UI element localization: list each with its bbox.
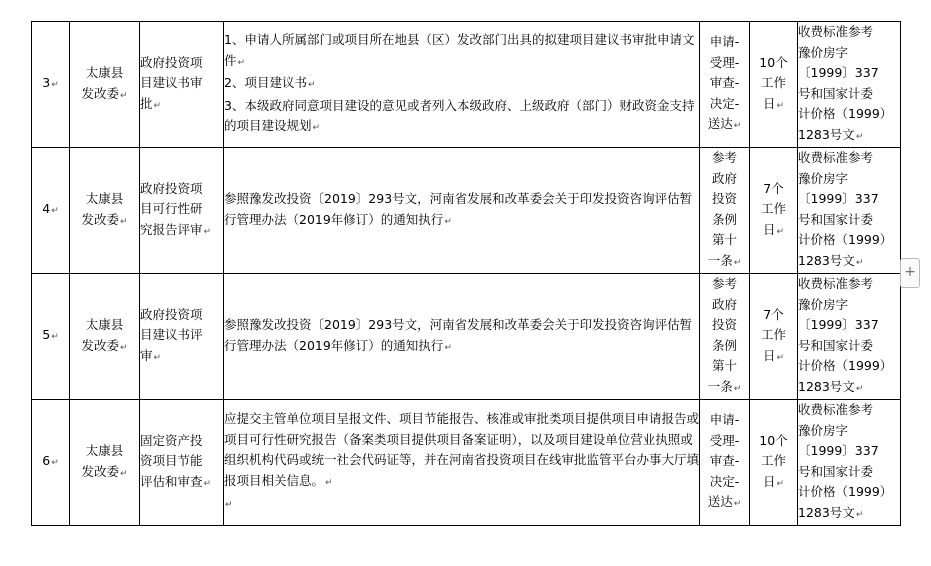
fee-standard-text: 1283号文 <box>798 504 855 520</box>
procedure-text: 第十 <box>711 232 737 247</box>
procedure-text: 决定- <box>709 95 740 111</box>
service-items-table <box>31 21 901 526</box>
fee-standard-text: 〔1999〕337 <box>798 443 879 458</box>
procedure-text: 受理- <box>709 432 740 448</box>
fee-standard-cell <box>798 148 901 274</box>
procedure-text: 投资 <box>711 191 737 206</box>
procedure-line <box>700 148 749 169</box>
department-line <box>70 63 139 84</box>
time-limit-cell <box>750 22 798 148</box>
fee-standard-line <box>798 315 900 336</box>
procedure-line <box>700 210 749 231</box>
time-limit-line <box>750 472 797 495</box>
requirement-text: 参照豫发改投资〔2019〕293号文，河南省发展和改革委会关于印发投资咨询评估暂行管理办法（2019年修订）的通知执行 <box>224 317 693 353</box>
fee-standard-line <box>798 482 900 503</box>
time-limit-text: 日 <box>762 221 776 237</box>
fee-standard-text: 号和国家计委 <box>798 85 874 101</box>
procedure-text: 政府 <box>711 170 737 186</box>
paragraph-mark: ↵ <box>855 131 864 142</box>
item-name-line <box>140 73 223 94</box>
fee-standard-text: 豫价房字 <box>798 170 849 186</box>
row-index-cell <box>32 274 70 400</box>
requirements-cell <box>224 148 700 274</box>
procedure-line <box>700 472 749 493</box>
paragraph-mark: ↵ <box>119 468 128 479</box>
fee-standard-text: 收费标准参考 <box>798 402 874 417</box>
time-limit-line <box>750 53 797 74</box>
fee-standard-text: 〔1999〕337 <box>798 317 879 332</box>
department-line <box>70 441 139 462</box>
fee-standard-cell <box>798 274 901 400</box>
procedure-cell <box>700 148 750 274</box>
fee-standard-text: 计价格（1999） <box>798 358 893 373</box>
fee-standard-line <box>798 189 900 210</box>
paragraph-mark: ↵ <box>776 478 785 489</box>
item-name-line <box>140 325 223 346</box>
procedure-text: 一条 <box>707 378 733 394</box>
procedure-line <box>700 410 749 431</box>
department-cell <box>70 22 140 148</box>
department-cell <box>70 400 140 526</box>
procedure-line <box>700 451 749 472</box>
paragraph-mark: ↵ <box>312 123 321 134</box>
department-cell <box>70 148 140 274</box>
procedure-text: 参考 <box>711 276 737 291</box>
time-limit-text: 工作 <box>760 327 786 343</box>
paragraph-mark: ↵ <box>203 478 212 489</box>
item-name-text: 政府投资项 <box>140 306 203 322</box>
fee-standard-line <box>798 104 900 125</box>
paragraph-mark: ↵ <box>733 257 742 268</box>
department-text: 太康县 <box>85 191 124 206</box>
procedure-line <box>700 431 749 452</box>
paragraph-mark: ↵ <box>119 90 128 101</box>
item-name-line <box>140 305 223 326</box>
fee-standard-cell <box>798 22 901 148</box>
row-index-cell <box>32 22 70 148</box>
item-name-cell <box>140 22 224 148</box>
time-limit-text: 10个 <box>759 432 788 448</box>
procedure-text: 送达 <box>707 494 733 510</box>
department-text: 太康县 <box>85 317 124 332</box>
fee-standard-line <box>798 210 900 231</box>
procedure-line <box>700 336 749 357</box>
procedure-text: 审查- <box>709 75 740 91</box>
fee-standard-line <box>798 84 900 105</box>
fee-standard-text: 号和国家计委 <box>798 337 874 353</box>
fee-standard-line <box>798 251 900 274</box>
time-limit-cell <box>750 148 798 274</box>
fee-standard-text: 豫价房字 <box>798 422 849 438</box>
procedure-line <box>700 230 749 251</box>
procedure-line <box>700 189 749 210</box>
procedure-line <box>700 169 749 190</box>
department-line <box>70 462 139 485</box>
fee-standard-text: 1283号文 <box>798 378 855 394</box>
time-limit-text: 10个 <box>759 54 788 70</box>
time-limit-line <box>750 220 797 243</box>
requirement-paragraph <box>224 409 699 493</box>
time-limit-line <box>750 179 797 200</box>
time-limit-text: 日 <box>762 473 776 489</box>
fee-standard-line <box>798 43 900 64</box>
procedure-text: 申请- <box>709 34 740 50</box>
department-text: 发改委 <box>81 85 119 101</box>
procedure-line <box>700 492 749 515</box>
paragraph-mark: ↵ <box>51 206 59 217</box>
time-limit-text: 日 <box>762 347 776 363</box>
item-name-text: 评估和审查 <box>140 473 203 489</box>
procedure-line <box>700 73 749 94</box>
fee-standard-line <box>798 400 900 421</box>
add-row-button[interactable]: + <box>900 258 920 288</box>
requirement-paragraph <box>224 30 699 73</box>
department-text: 太康县 <box>85 443 124 458</box>
department-text: 发改委 <box>81 337 119 353</box>
department-line <box>70 315 139 336</box>
table-row <box>32 148 901 274</box>
procedure-text: 参考 <box>711 150 737 165</box>
row-index-cell <box>32 400 70 526</box>
fee-standard-text: 计价格（1999） <box>798 484 893 499</box>
item-name-cell <box>140 148 224 274</box>
fee-standard-text: 收费标准参考 <box>798 24 874 39</box>
paragraph-mark: ↵ <box>855 509 864 520</box>
requirement-paragraph <box>224 189 699 232</box>
procedure-line <box>700 356 749 377</box>
requirement-paragraph <box>224 96 699 139</box>
fee-standard-text: 收费标准参考 <box>798 276 874 291</box>
fee-standard-line <box>798 462 900 483</box>
paragraph-mark: ↵ <box>203 226 212 237</box>
item-name-line <box>140 472 223 495</box>
time-limit-text: 7个 <box>763 306 784 322</box>
requirements-cell <box>224 400 700 526</box>
procedure-text: 一条 <box>707 252 733 268</box>
fee-standard-line <box>798 441 900 462</box>
fee-standard-text: 豫价房字 <box>798 44 849 60</box>
requirement-text: 参照豫发改投资〔2019〕293号文，河南省发展和改革委会关于印发投资咨询评估暂行管理办法（2019年修订）的通知执行 <box>224 191 693 227</box>
paragraph-mark: ↵ <box>307 80 316 91</box>
fee-standard-line <box>798 22 900 43</box>
procedure-text: 受理- <box>709 54 740 70</box>
time-limit-cell <box>750 274 798 400</box>
fee-standard-text: 〔1999〕337 <box>798 65 879 80</box>
procedure-line <box>700 53 749 74</box>
fee-standard-line <box>798 63 900 84</box>
item-name-line <box>140 199 223 220</box>
time-limit-line <box>750 199 797 220</box>
department-line <box>70 189 139 210</box>
item-name-line <box>140 220 223 243</box>
time-limit-text: 工作 <box>760 75 786 91</box>
department-line <box>70 84 139 107</box>
requirement-text: 2、项目建议书 <box>224 75 307 91</box>
time-limit-line <box>750 431 797 452</box>
procedure-cell <box>700 400 750 526</box>
fee-standard-line <box>798 230 900 251</box>
fee-standard-text: 计价格（1999） <box>798 232 893 247</box>
procedure-line <box>700 377 749 400</box>
row-index: 3 <box>42 75 51 91</box>
department-text: 太康县 <box>85 65 124 80</box>
requirement-paragraph <box>224 315 699 358</box>
row-index-cell <box>32 148 70 274</box>
paragraph-mark: ↵ <box>119 342 128 353</box>
paragraph-mark: ↵ <box>153 100 162 111</box>
procedure-text: 条例 <box>711 211 737 227</box>
requirement-paragraph <box>224 493 699 516</box>
fee-standard-text: 1283号文 <box>798 252 855 268</box>
fee-standard-line <box>798 336 900 357</box>
fee-standard-line <box>798 125 900 148</box>
paragraph-mark: ↵ <box>855 383 864 394</box>
time-limit-line <box>750 346 797 369</box>
item-name-line <box>140 346 223 369</box>
item-name-text: 目建议书评 <box>140 327 203 343</box>
fee-standard-text: 号和国家计委 <box>798 463 874 479</box>
requirements-cell <box>224 274 700 400</box>
item-name-text: 目可行性研 <box>140 201 203 217</box>
fee-standard-text: 号和国家计委 <box>798 211 874 227</box>
paragraph-mark: ↵ <box>325 477 333 488</box>
procedure-text: 审查- <box>709 453 740 469</box>
department-line <box>70 336 139 359</box>
procedure-text: 投资 <box>711 317 737 332</box>
procedure-line <box>700 94 749 115</box>
requirement-text: 1、申请人所属部门或项目所在地县（区）发改部门出具的拟建项目建议书审批申请文件 <box>224 32 695 68</box>
time-limit-line <box>750 73 797 94</box>
time-limit-text: 工作 <box>760 201 786 217</box>
time-limit-cell <box>750 400 798 526</box>
fee-standard-text: 1283号文 <box>798 126 855 142</box>
fee-standard-line <box>798 295 900 316</box>
fee-standard-text: 豫价房字 <box>798 296 849 312</box>
fee-standard-line <box>798 356 900 377</box>
paragraph-mark: ↵ <box>153 352 162 363</box>
item-name-line <box>140 451 223 472</box>
item-name-text: 资项目节能 <box>140 453 203 469</box>
procedure-line <box>700 114 749 137</box>
fee-standard-text: 〔1999〕337 <box>798 191 879 206</box>
item-name-text: 目建议书审 <box>140 75 203 91</box>
paragraph-mark: ↵ <box>855 257 864 268</box>
item-name-text: 政府投资项 <box>140 54 203 70</box>
item-name-text: 审 <box>140 347 153 363</box>
time-limit-line <box>750 305 797 326</box>
paragraph-mark: ↵ <box>51 332 59 343</box>
procedure-cell <box>700 274 750 400</box>
requirement-text: 应提交主管单位项目呈报文件、项目节能报告、核准或审批类项目提供项目申请报告或项目可行性研究报告（备案类项目提供项目备案证明），以及项目建设单位营业执照或组织机构代码或统一社会代码证等，并在河南省投资项目在线审批监管平台办事大厅填报项目相关信息。 <box>224 411 700 488</box>
time-limit-line <box>750 451 797 472</box>
department-text: 发改委 <box>81 463 119 479</box>
fee-standard-line <box>798 377 900 400</box>
item-name-text: 政府投资项 <box>140 180 203 196</box>
row-index: 4 <box>42 201 51 217</box>
department-text: 发改委 <box>81 211 119 227</box>
time-limit-line <box>750 94 797 117</box>
paragraph-mark: ↵ <box>119 216 128 227</box>
paragraph-mark: ↵ <box>444 216 452 227</box>
fee-standard-line <box>798 503 900 526</box>
fee-standard-text: 计价格（1999） <box>798 106 893 121</box>
fee-standard-text: 收费标准参考 <box>798 150 874 165</box>
time-limit-line <box>750 325 797 346</box>
procedure-line <box>700 315 749 336</box>
procedure-text: 申请- <box>709 412 740 428</box>
procedure-cell <box>700 22 750 148</box>
paragraph-mark: ↵ <box>776 226 785 237</box>
fee-standard-cell <box>798 400 901 526</box>
paragraph-mark: ↵ <box>444 342 452 353</box>
procedure-line <box>700 295 749 316</box>
paragraph-mark: ↵ <box>733 499 742 510</box>
procedure-text: 决定- <box>709 473 740 489</box>
paragraph-mark: ↵ <box>733 121 742 132</box>
procedure-text: 第十 <box>711 358 737 373</box>
paragraph-mark: ↵ <box>776 352 785 363</box>
procedure-text: 政府 <box>711 296 737 312</box>
paragraph-mark: ↵ <box>733 383 742 394</box>
paragraph-mark: ↵ <box>51 458 59 469</box>
table-row <box>32 400 901 526</box>
paragraph-mark: ↵ <box>51 80 59 91</box>
requirements-cell <box>224 22 700 148</box>
item-name-text: 批 <box>140 95 153 111</box>
procedure-line <box>700 251 749 274</box>
department-cell <box>70 274 140 400</box>
procedure-line <box>700 32 749 53</box>
row-index: 6 <box>42 453 51 469</box>
item-name-line <box>140 431 223 452</box>
requirement-paragraph <box>224 73 699 96</box>
fee-standard-line <box>798 421 900 442</box>
requirement-text: 3、本级政府同意项目建设的意见或者列入本级政府、上级政府（部门）财政资金支持的项目建设规划 <box>224 97 695 134</box>
time-limit-text: 日 <box>762 95 776 111</box>
item-name-line <box>140 179 223 200</box>
table-row <box>32 22 901 148</box>
fee-standard-line <box>798 148 900 169</box>
paragraph-mark: ↵ <box>225 500 233 511</box>
time-limit-text: 工作 <box>760 453 786 469</box>
department-line <box>70 210 139 233</box>
item-name-cell <box>140 400 224 526</box>
fee-standard-line <box>798 274 900 295</box>
item-name-text: 究报告评审 <box>140 221 203 237</box>
procedure-text: 条例 <box>711 337 737 353</box>
procedure-text: 送达 <box>707 116 733 132</box>
fee-standard-line <box>798 169 900 190</box>
table-row <box>32 274 901 400</box>
item-name-text: 固定资产投 <box>140 432 203 448</box>
procedure-line <box>700 274 749 295</box>
item-name-line <box>140 94 223 117</box>
item-name-cell <box>140 274 224 400</box>
time-limit-text: 7个 <box>763 180 784 196</box>
row-index: 5 <box>42 327 51 343</box>
paragraph-mark: ↵ <box>237 57 246 68</box>
item-name-line <box>140 53 223 74</box>
paragraph-mark: ↵ <box>776 100 785 111</box>
